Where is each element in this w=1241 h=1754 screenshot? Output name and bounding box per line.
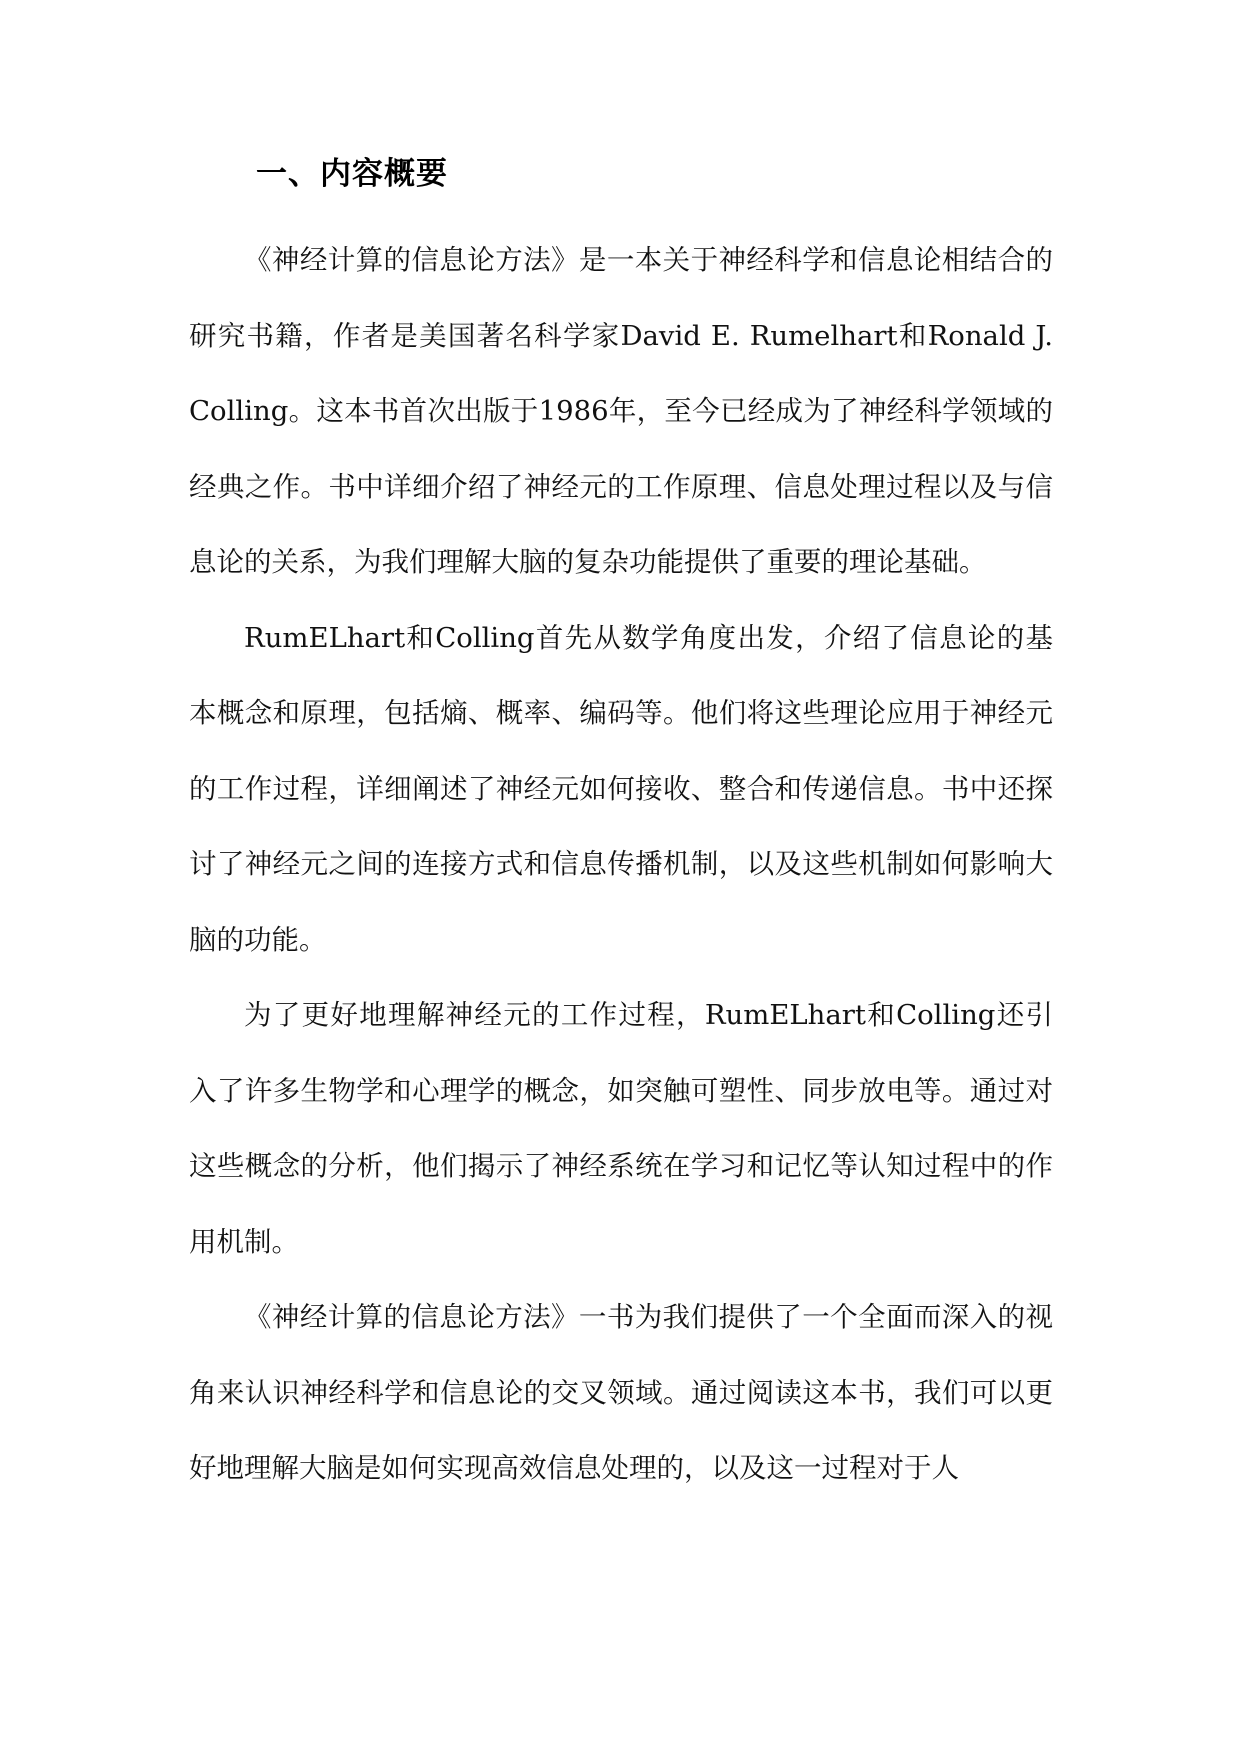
paragraph: 《神经计算的信息论方法》是一本关于神经科学和信息论相结合的研究书籍，作者是美国著名科学家David E. Rumelhart和Ronald J. Colling。这本书首次出版于1986年，至今已经成为了神经科学领域的经典之作。书中详细介绍了神经元的工作原理、信息处理过程以及与信息论的关系，为我们理解大脑的复杂功能提供了重要的理论基础。	[189, 244, 1053, 578]
paragraph: 《神经计算的信息论方法》一书为我们提供了一个全面而深入的视角来认识神经科学和信息论的交叉领域。通过阅读这本书，我们可以更好地理解大脑是如何实现高效信息处理的，以及这一过程对于人	[189, 1301, 1053, 1484]
paragraph: RumELhart和Colling首先从数学角度出发，介绍了信息论的基本概念和原理，包括熵、概率、编码等。他们将这些理论应用于神经元的工作过程，详细阐述了神经元如何接收、整合和传递信息。书中还探讨了神经元之间的连接方式和信息传播机制，以及这些机制如何影响大脑的功能。	[189, 621, 1053, 956]
body-text	[189, 223, 1053, 1507]
section-heading: 一、内容概要	[256, 156, 448, 192]
paragraph: 为了更好地理解神经元的工作过程，RumELhart和Colling还引入了许多生物学和心理学的概念，如突触可塑性、同步放电等。通过对这些概念的分析，他们揭示了神经系统在学习和记忆等认知过程中的作用机制。	[189, 999, 1053, 1258]
